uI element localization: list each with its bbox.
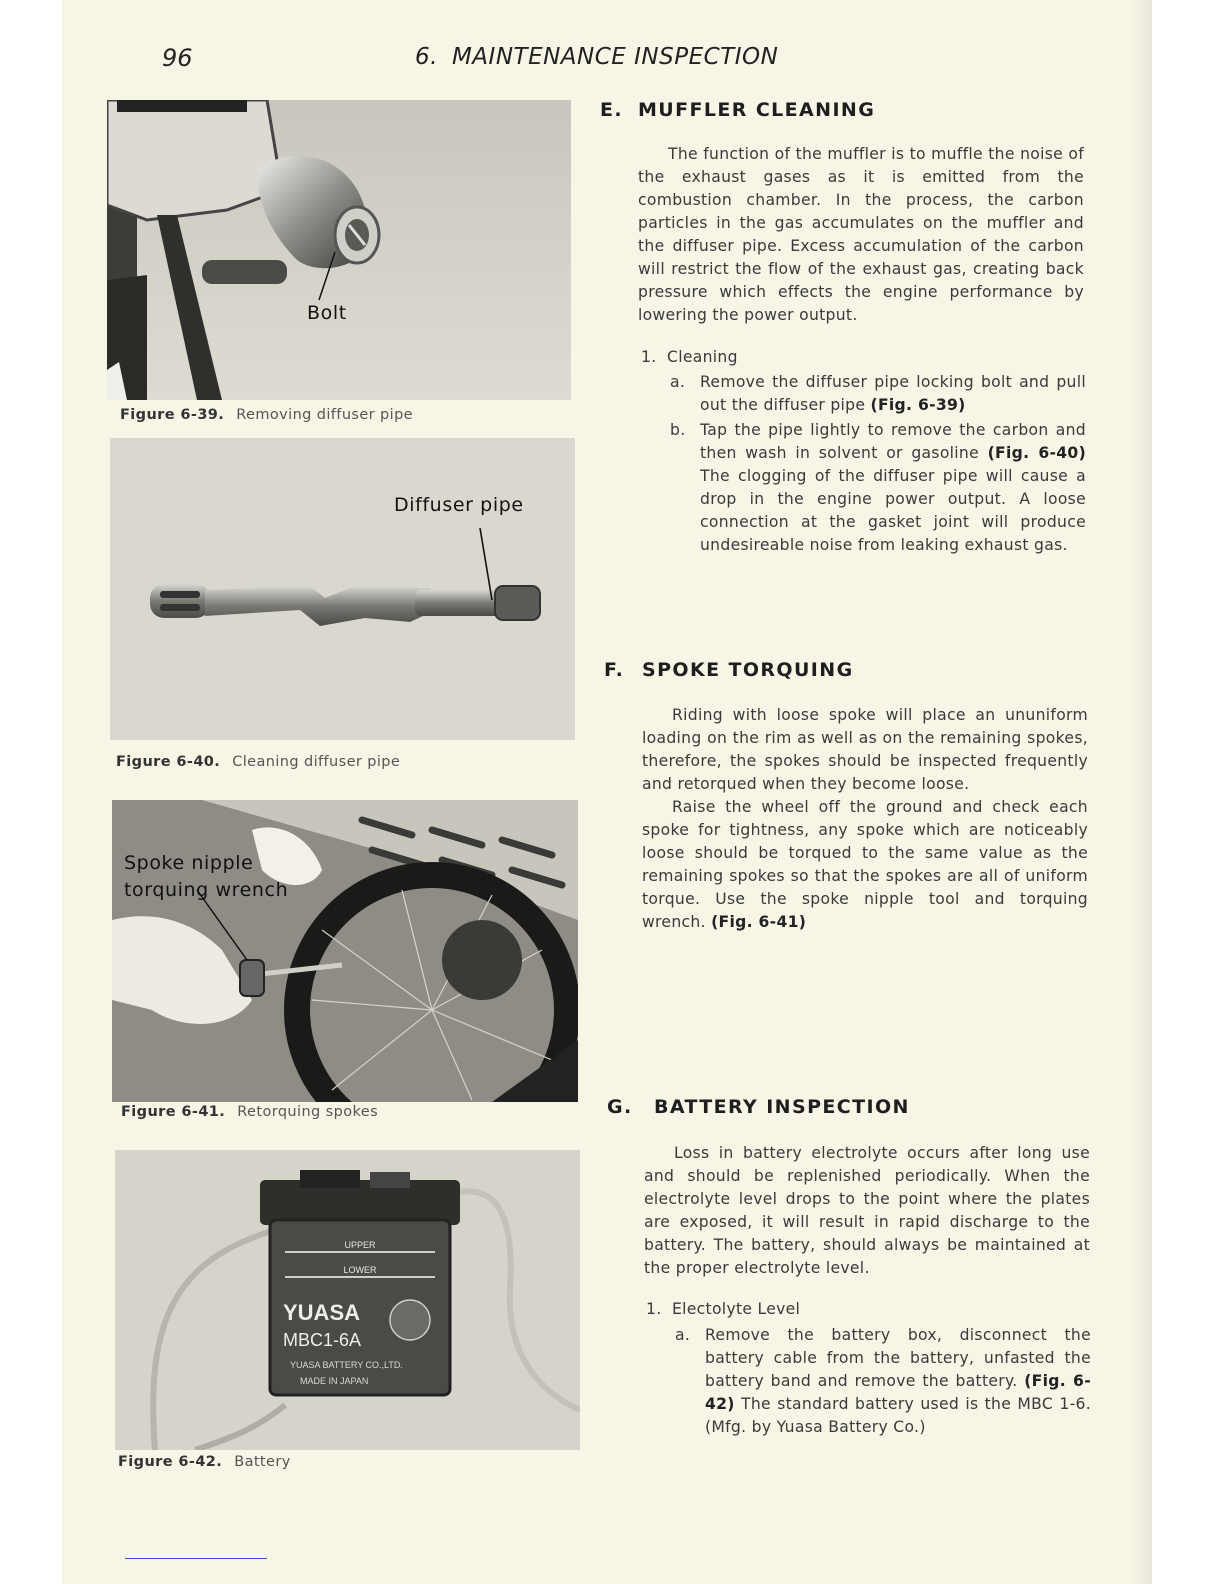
section-g-intro-text: Loss in battery electrolyte occurs after long use and should be replenished periodically. When the electrolyte level drops to the point where the plates are exposed, it will result in rapid discharge to the battery. The battery, should always be maintained at the proper electrolyte level. [644, 1144, 1090, 1277]
figure-6-41-photo [112, 800, 578, 1102]
section-g-letter: G. [607, 1096, 633, 1118]
page-number: 96 [162, 44, 193, 72]
section-e-letter: E. [600, 99, 623, 121]
section-g-step-1 [646, 1298, 800, 1321]
section-e-sub-b-label: b. [670, 421, 686, 439]
section-e-heading [600, 99, 875, 121]
section-e-sub-b-ref: (Fig. 6-40) [987, 444, 1086, 462]
section-f-para-1: Riding with loose spoke will place an ununiform loading on the rim as well as on the remaining spokes, therefore, the spokes should be inspected frequently and retorqued when they become loose. [642, 706, 1088, 793]
figure-6-39-caption-text: Removing diffuser pipe [236, 407, 414, 423]
figure-6-40-caption [116, 754, 400, 770]
section-e-intro-text: The function of the muffler is to muffle the noise of the exhaust gases as it is emitted from the combustion chamber. In the process, the carbon particles in the gas accumulates on the muffler and the diffuser pipe. Excess accumulation of the carbon will restrict the flow of the exhaust gas, creating back pressure which effects the engine performance by lowering the power output. [638, 145, 1084, 324]
section-f-para-2-text: Raise the wheel off the ground and check each spoke for tightness, any spoke which are noticeably loose should be torqued to the same value as the remaining spokes so that the spokes are all of uniform torque. Use the spoke nipple tool and torquing wrench. [642, 798, 1088, 931]
battery-origin: MADE IN JAPAN [300, 1376, 369, 1386]
chapter-number: 6. [415, 44, 438, 70]
section-g-step-number: 1. [646, 1300, 662, 1318]
section-e-sub-b-text-2: The clogging of the diffuser pipe will cause a drop in the engine power output. A loose connection at the gasket joint will produce undesireable noise from leaking exhaust gas. [700, 467, 1086, 554]
footer-rule [125, 1558, 267, 1559]
section-e-sub-a-ref: (Fig. 6-39) [870, 396, 966, 414]
section-g-sub-a-text-2: The standard battery used is the MBC 1-6. (Mfg. by Yuasa Battery Co.) [705, 1395, 1091, 1436]
figure-6-40-caption-text: Cleaning diffuser pipe [232, 754, 401, 770]
figure-6-39-callout: Bolt [307, 302, 347, 324]
battery-brand: YUASA [283, 1300, 361, 1325]
muffler-illustration [107, 100, 571, 400]
figure-6-41-callout-line1: Spoke nipple [124, 852, 254, 874]
figure-6-40-callout: Diffuser pipe [394, 494, 524, 516]
section-f-para-2 [642, 796, 1088, 934]
section-g-title: BATTERY INSPECTION [654, 1096, 910, 1118]
figure-6-39-photo [107, 100, 571, 400]
figure-6-41-number: Figure 6-41. [121, 1104, 226, 1120]
section-e-sub-b-text: Tap the pipe lightly to remove the carbon and then wash in solvent or gasoline [700, 421, 1086, 462]
section-g-sub-a-label: a. [675, 1326, 691, 1344]
section-e-sub-b [670, 419, 1086, 557]
chapter-title: MAINTENANCE INSPECTION [451, 44, 779, 70]
battery-illustration [115, 1150, 580, 1450]
section-g-intro [644, 1142, 1090, 1280]
battery-maker: YUASA BATTERY CO.,LTD. [290, 1360, 403, 1370]
figure-6-42-photo [115, 1150, 580, 1450]
section-f-letter: F. [604, 659, 625, 681]
chapter-heading [415, 44, 778, 70]
section-f-title: SPOKE TORQUING [642, 659, 854, 681]
section-e-sub-a [670, 371, 1086, 417]
diffuser-pipe-illustration [110, 438, 575, 740]
figure-6-41-caption-text: Retorquing spokes [237, 1104, 379, 1120]
figure-6-41-callout-line2: torquing wrench [124, 879, 289, 901]
section-e-step-number: 1. [641, 348, 657, 366]
battery-lower-mark: LOWER [343, 1265, 377, 1275]
battery-model: MBC1-6A [283, 1330, 362, 1350]
section-g-step-title: Electolyte Level [672, 1300, 801, 1318]
section-g-sub-a-text: Remove the battery box, disconnect the battery cable from the battery, unfasted the battery band and remove the battery. [705, 1326, 1091, 1390]
figure-6-39-caption [120, 407, 413, 423]
section-e-step-title: Cleaning [667, 348, 738, 366]
section-g-sub-a-ref: (Fig. 6-42) [705, 1372, 1091, 1413]
section-f-body [642, 704, 1088, 934]
section-e-title: MUFFLER CLEANING [638, 99, 876, 121]
section-e-intro [638, 143, 1084, 327]
section-g-heading [607, 1096, 910, 1118]
figure-6-42-number: Figure 6-42. [118, 1454, 223, 1470]
section-e-sub-a-label: a. [670, 373, 686, 391]
section-e-sub-a-text: Remove the diffuser pipe locking bolt and pull out the diffuser pipe [700, 373, 1086, 414]
figure-6-41-caption [121, 1104, 378, 1120]
section-f-para-2-ref: (Fig. 6-41) [711, 913, 807, 931]
battery-upper-mark: UPPER [344, 1240, 376, 1250]
section-f-heading [604, 659, 854, 681]
page-edge-shadow [1132, 0, 1152, 1584]
section-g-sub-a [675, 1324, 1091, 1439]
section-e-step-1 [641, 346, 738, 369]
figure-6-40-photo [110, 438, 575, 740]
figure-6-42-caption-text: Battery [234, 1454, 291, 1470]
figure-6-42-caption [118, 1454, 291, 1470]
figure-6-40-number: Figure 6-40. [116, 754, 221, 770]
spoke-wrench-illustration [112, 800, 578, 1102]
figure-6-39-number: Figure 6-39. [120, 407, 225, 423]
